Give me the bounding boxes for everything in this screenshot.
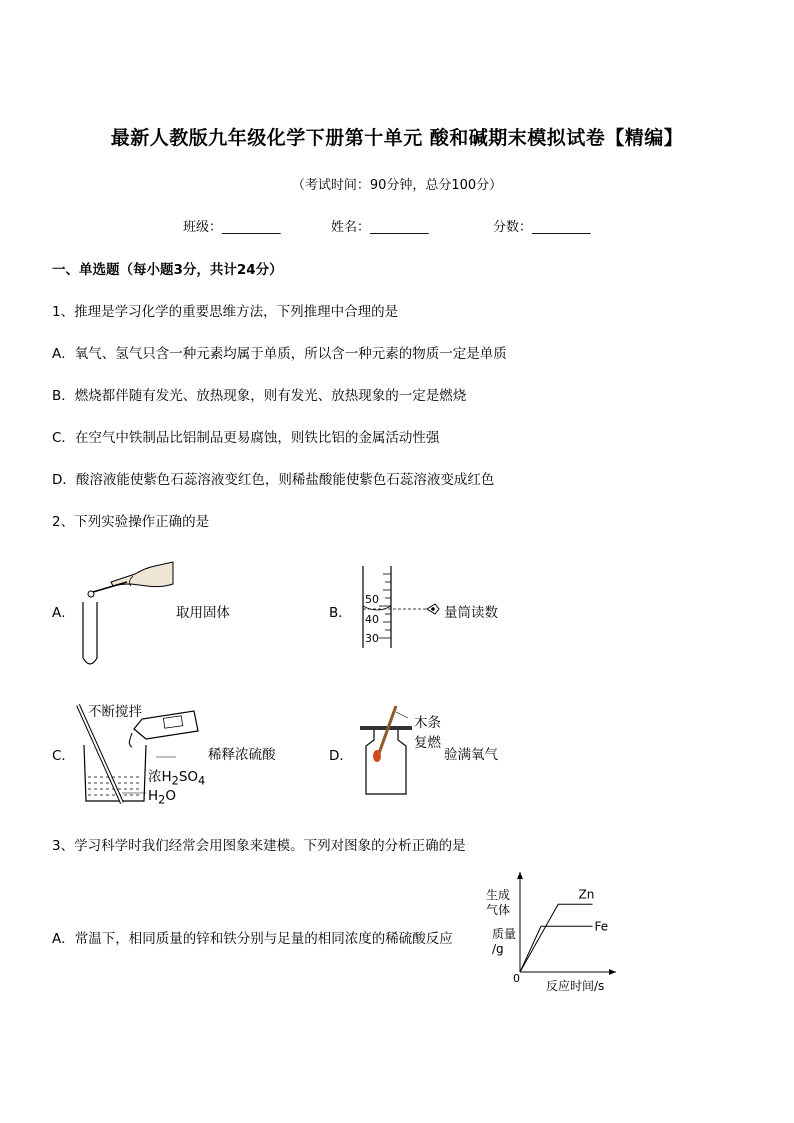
acid-label-sub1: 2 [171, 774, 179, 788]
eye-icon [427, 604, 439, 614]
name-label: 姓名： [331, 220, 371, 235]
score-label: 分数： [493, 220, 533, 235]
water-label [148, 788, 176, 807]
flame-icon [373, 750, 381, 762]
q2-option-b-letter: B． [329, 605, 352, 621]
q1-stem: 1、推理是学习化学的重要思维方法，下列推理中合理的是 [52, 304, 399, 320]
name-blank: _________ [370, 220, 429, 235]
water-label-sub: 2 [158, 793, 166, 807]
acid-label-mid: SO [178, 769, 199, 785]
tick-label-30: 30 [365, 632, 379, 645]
series-line-fe [520, 926, 593, 972]
q2-option-c-letter: C． [52, 748, 75, 764]
spoon-icon [93, 582, 127, 592]
stick-label: 木条 [414, 715, 441, 731]
q1-option-a: A．氧气、氢气只含一种元素均属于单质，所以含一种元素的物质一定是单质 [52, 346, 507, 362]
hand-icon [111, 562, 173, 587]
page-title: 最新人教版九年级化学下册第十单元 酸和碱期末模拟试卷【精编】 [110, 127, 684, 149]
name-field [331, 216, 429, 235]
dilution-illustration [76, 705, 211, 805]
stir-label: 不断搅拌 [88, 704, 142, 720]
ylabel-line-3: 质量 [492, 927, 517, 941]
class-field [183, 216, 281, 235]
q2-option-c-caption: 稀释浓硫酸 [208, 747, 276, 763]
beaker-icon [84, 745, 146, 801]
acid-label-sub2: 4 [198, 774, 206, 788]
score-field [493, 216, 591, 235]
ylabel-line-4: /g [492, 942, 504, 956]
acid-label-prefix: 浓H [148, 769, 172, 785]
q2-option-d-letter: D． [329, 748, 353, 764]
relight-label: 复燃 [414, 735, 441, 751]
q2-option-d-caption: 验满氧气 [444, 747, 498, 763]
ylabel-line-2: 气体 [486, 903, 511, 917]
score-blank: _________ [532, 220, 591, 235]
reaction-chart [518, 872, 624, 974]
q3-stem: 3、学习科学时我们经常会用图象来建模。下列对图象的分析正确的是 [52, 838, 466, 854]
series-label-zn: Zn [578, 887, 595, 902]
class-blank: _________ [222, 220, 281, 235]
y-axis-arrow-icon [517, 872, 523, 879]
tick-label-50: 50 [365, 593, 379, 606]
q2-option-a-caption: 取用固体 [176, 605, 230, 621]
series-label-fe: Fe [594, 919, 609, 934]
test-tube-hand-illustration [75, 560, 175, 670]
water-label-suffix: O [165, 788, 176, 804]
acid-bottle-icon [129, 711, 198, 747]
ylabel-line-1: 生成 [486, 888, 511, 902]
q2-option-a-letter: A． [52, 605, 75, 621]
gas-bottle-illustration [356, 704, 416, 796]
x-axis-arrow-icon [609, 969, 616, 975]
q1-option-d: D．酸溶液能使紫色石蕊溶液变红色，则稀盐酸能使紫色石蕊溶液变成红色 [52, 472, 495, 488]
q2-stem: 2、下列实验操作正确的是 [52, 514, 210, 530]
chart-origin: 0 [513, 972, 520, 985]
q2-option-b-caption: 量筒读数 [444, 605, 498, 621]
q3-option-a: A．常温下，相同质量的锌和铁分别与足量的相同浓度的稀硫酸反应 [52, 931, 453, 947]
graduated-cylinder-illustration [355, 566, 445, 650]
q1-option-b: B．燃烧都伴随有发光、放热现象，则有发光、放热现象的一定是燃烧 [52, 388, 467, 404]
tick-label-40: 40 [365, 613, 379, 626]
water-label-prefix: H [148, 788, 159, 804]
acid-label [148, 765, 205, 788]
chart-ylabel [486, 888, 510, 918]
chart-xlabel: 反应时间/s [546, 979, 605, 993]
q1-option-c: C．在空气中铁制品比铝制品更易腐蚀，则铁比铝的金属活动性强 [52, 430, 440, 446]
exam-info: （考试时间：90分钟，总分100分） [291, 178, 503, 193]
test-tube-icon [83, 602, 97, 664]
chart-ylabel-lower [492, 927, 516, 957]
section-heading: 一、单选题（每小题3分，共计24分） [52, 262, 283, 278]
class-label: 班级： [183, 220, 223, 235]
series-line-zn [520, 904, 593, 972]
